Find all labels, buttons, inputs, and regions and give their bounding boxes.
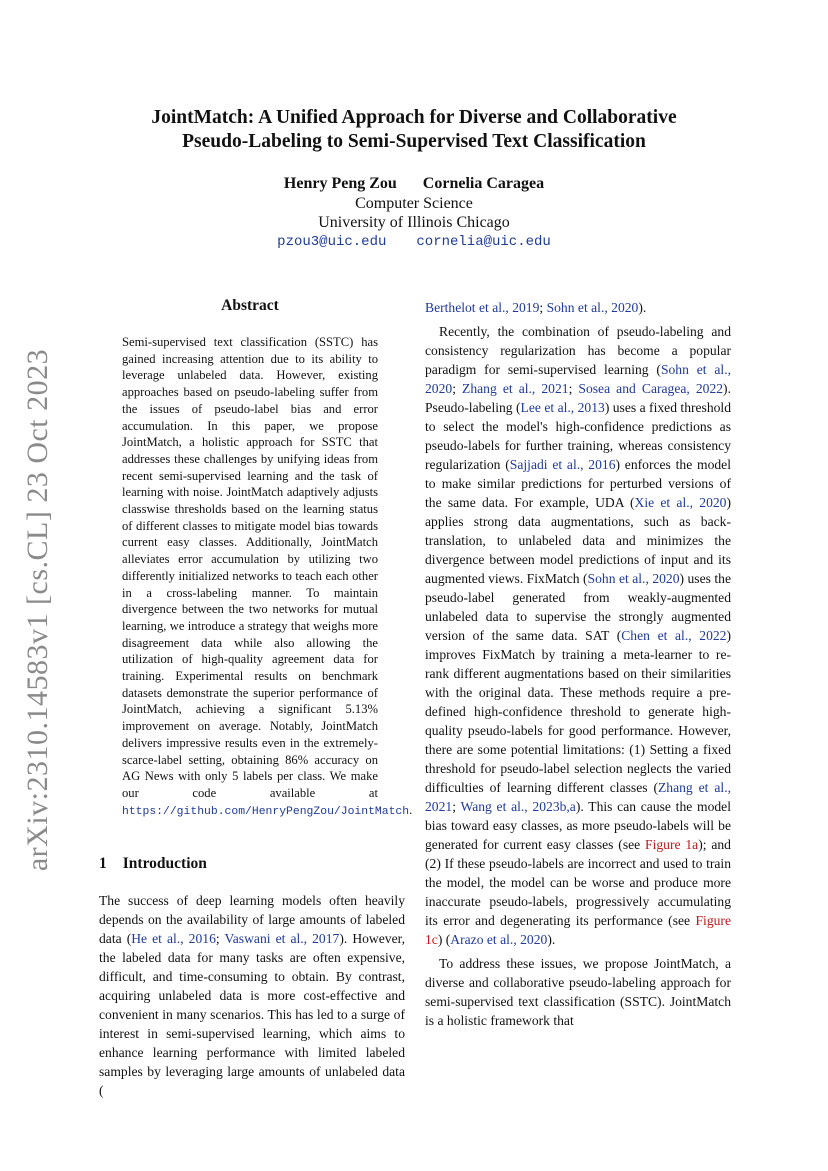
intro-paragraph-1 <box>99 891 405 1100</box>
citation-link[interactable]: Vaswani et al., 2017 <box>224 931 340 946</box>
text-run: ; <box>452 799 461 814</box>
author-block <box>98 174 730 252</box>
citation-link[interactable]: Wang et al., 2023b,a <box>460 799 576 814</box>
text-run: ). <box>638 300 647 315</box>
abstract-text: Semi-supervised text classification (SSTC) has gained increasing attention due to its ability to leverage unlabeled data. However, existing approaches based on pseudo-labeling suffer from the issues of pseudo-label bias and error accumulation. In this paper, we propose JointMatch, a holistic approach for SSTC that addresses these challenges by unifying ideas from recent semi-supervised learning and the task of learning with noise. JointMatch adaptively adjusts classwise thresholds based on the learning status of different classes to mitigate model bias towards current easy classes. Additionally, JointMatch alleviates error accumulation by utilizing two differently initialized networks to teach each other in a cross-labeling manner. To maintain divergence between the two networks for mutual learning, we introduce a strategy that weighs more disagreement data while also allowing the utilization of high-quality agreement data for training. Experimental results on benchmark datasets demonstrate the superior performance of JointMatch, achieving a significant 5.13% improvement on average. Notably, JointMatch delivers impressive results even in the extremely-scarce-label setting, obtaining 86% accuracy on AG News with only 5 labels per class. We make our code available at <box>122 335 378 800</box>
author-name: Cornelia Caragea <box>422 175 545 192</box>
author-name: Henry Peng Zou <box>283 175 397 192</box>
citation-link[interactable]: Berthelot et al., 2019 <box>425 300 540 315</box>
text-run: ) uses the pseudo-label generated from weakly-augmented unlabeled data to supervise the strongly augmented version of the same data. SAT ( <box>425 571 731 643</box>
intro-paragraph-2 <box>425 322 731 949</box>
citation-link[interactable]: He et al., 2016 <box>131 931 216 946</box>
section-number: 1 <box>99 855 107 872</box>
citation-link[interactable]: Sohn et al., 2020 <box>546 300 639 315</box>
citation-link[interactable]: Lee et al., 2013 <box>520 400 605 415</box>
citation-link[interactable]: Zhang et al., 2021 <box>462 381 569 396</box>
section-title: Introduction <box>122 855 207 872</box>
arxiv-id: arXiv:2310.14583v1 [cs.CL] 23 Oct 2023 <box>21 348 54 872</box>
text-run: ) applies strong data augmentations, such as back-translation, to unlabeled data and minimizes the divergence between model predictions of input and its augmented views. FixMatch ( <box>425 495 731 586</box>
figure-link[interactable]: Figure 1c <box>425 913 731 947</box>
citation-link[interactable]: Sajjadi et al., 2016 <box>509 457 616 472</box>
email-link[interactable]: pzou3@uic.edu <box>277 233 387 250</box>
email-link[interactable]: cornelia@uic.edu <box>416 233 551 250</box>
citation-link[interactable]: Sosea and Caragea, 2022 <box>578 381 724 396</box>
paper-title <box>98 106 730 154</box>
text-run: ) ( <box>437 932 451 947</box>
author-names <box>98 174 730 194</box>
text-run: ); and (2) If these pseudo-labels are incorrect and used to train the model, the model can be worse and produce more inaccurate pseudo-labels, progressively accumulating its error and degenerating its performance (see <box>425 837 731 928</box>
intro-paragraph-3: To address these issues, we propose JointMatch, a diverse and collaborative pseudo-labeling approach for semi-supervised text classification (SSTC). JointMatch is a holistic framework that <box>425 956 731 1028</box>
citation-link[interactable]: Chen et al., 2022 <box>621 628 727 643</box>
arxiv-watermark <box>18 348 58 872</box>
affiliation-dept: Computer Science <box>355 194 473 212</box>
affiliation-univ: University of Illinois Chicago <box>318 214 510 231</box>
text-run: ; <box>452 381 463 396</box>
text-run: ; <box>568 381 579 396</box>
text-run: ). Pseudo-labeling ( <box>425 381 731 415</box>
citation-link[interactable]: Sohn et al., 2020 <box>425 362 731 396</box>
text-run: ). However, the labeled data for many tasks are often expensive, difficult, and time-consuming to obtain. By contrast, acquiring unlabeled data is more cost-effective and convenient in many scenarios. This has led to a surge of interest in semi-supervised learning, which aims to enhance learning performance with limited labeled samples by leveraging large amounts of unlabeled data ( <box>99 931 405 1098</box>
title-line-2: Pseudo-Labeling to Semi-Supervised Text Classification <box>182 131 646 152</box>
abstract-body <box>122 334 413 820</box>
citation-link[interactable]: Xie et al., 2020 <box>634 495 727 510</box>
citation-link[interactable]: Sohn et al., 2020 <box>587 571 680 586</box>
text-run: ) enforces the model to make similar predictions for perturbed versions of the same data. For example, UDA ( <box>425 457 731 510</box>
right-column <box>425 298 731 1035</box>
text-run: The success of deep learning models often heavily depends on the availability of large amounts of labeled data ( <box>99 893 405 946</box>
author-emails <box>98 233 730 253</box>
text-run: ) uses a fixed threshold to select the model's high-confidence predictions as pseudo-labels for further training, whereas consistency regularization ( <box>425 400 732 472</box>
abstract-end: . <box>409 802 413 817</box>
title-line-1: JointMatch: A Unified Approach for Diverse and Collaborative <box>151 107 677 128</box>
intro-paragraph-1-cont <box>425 298 731 317</box>
section-heading <box>99 855 207 873</box>
code-link[interactable]: https://github.com/HenryPengZou/JointMatch <box>122 805 410 818</box>
text-run: ). This can cause the model bias toward easy classes, as more pseudo-labels will be generated for current easy classes (see <box>425 799 731 852</box>
text-run: ). <box>547 932 556 947</box>
text-run: ) improves FixMatch by training a meta-learner to re-rank different augmentations based on their similarities with the original data. These methods require a pre-defined high-confidence threshold to generate high-quality pseudo-labels for good performance. However, there are some potential limitations: (1) Setting a fixed threshold for pseudo-label selection neglects the varied difficulties of learning different classes ( <box>425 628 731 795</box>
figure-link[interactable]: Figure 1a <box>645 837 699 852</box>
text-run: ; <box>539 300 547 315</box>
text-run: Recently, the combination of pseudo-labeling and consistency regularization has become a popular paradigm for semi-supervised learning ( <box>425 324 731 377</box>
abstract-heading: Abstract <box>221 297 279 314</box>
citation-link[interactable]: Arazo et al., 2020 <box>450 932 548 947</box>
text-run: ; <box>215 931 225 946</box>
citation-link[interactable]: Zhang et al., 2021 <box>425 780 731 814</box>
